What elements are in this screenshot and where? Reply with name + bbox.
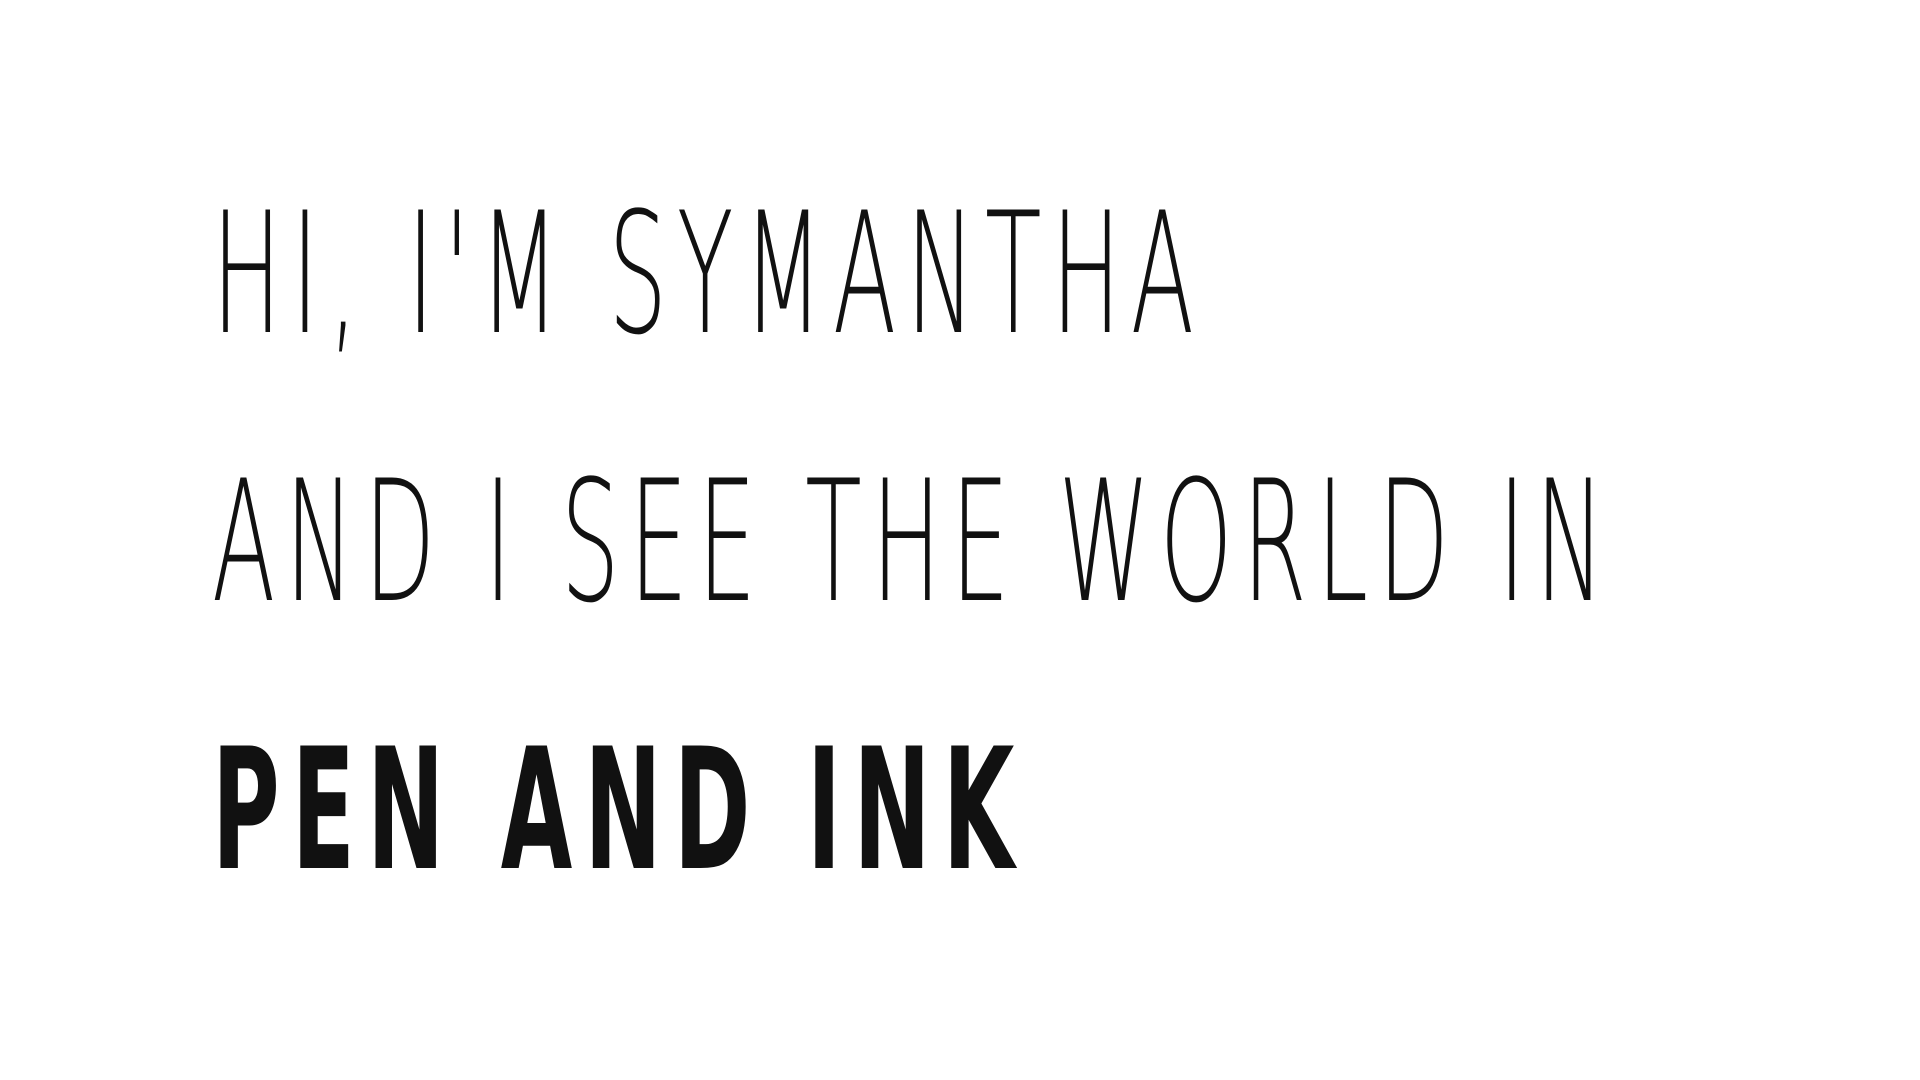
intro-line-emphasis: PEN AND INK — [212, 712, 1027, 908]
intro-line-statement: AND I SEE THE WORLD IN — [212, 444, 1615, 640]
intro-heading — [212, 176, 1772, 994]
intro-line-greeting: HI, I'M SYMANTHA — [212, 176, 1204, 372]
